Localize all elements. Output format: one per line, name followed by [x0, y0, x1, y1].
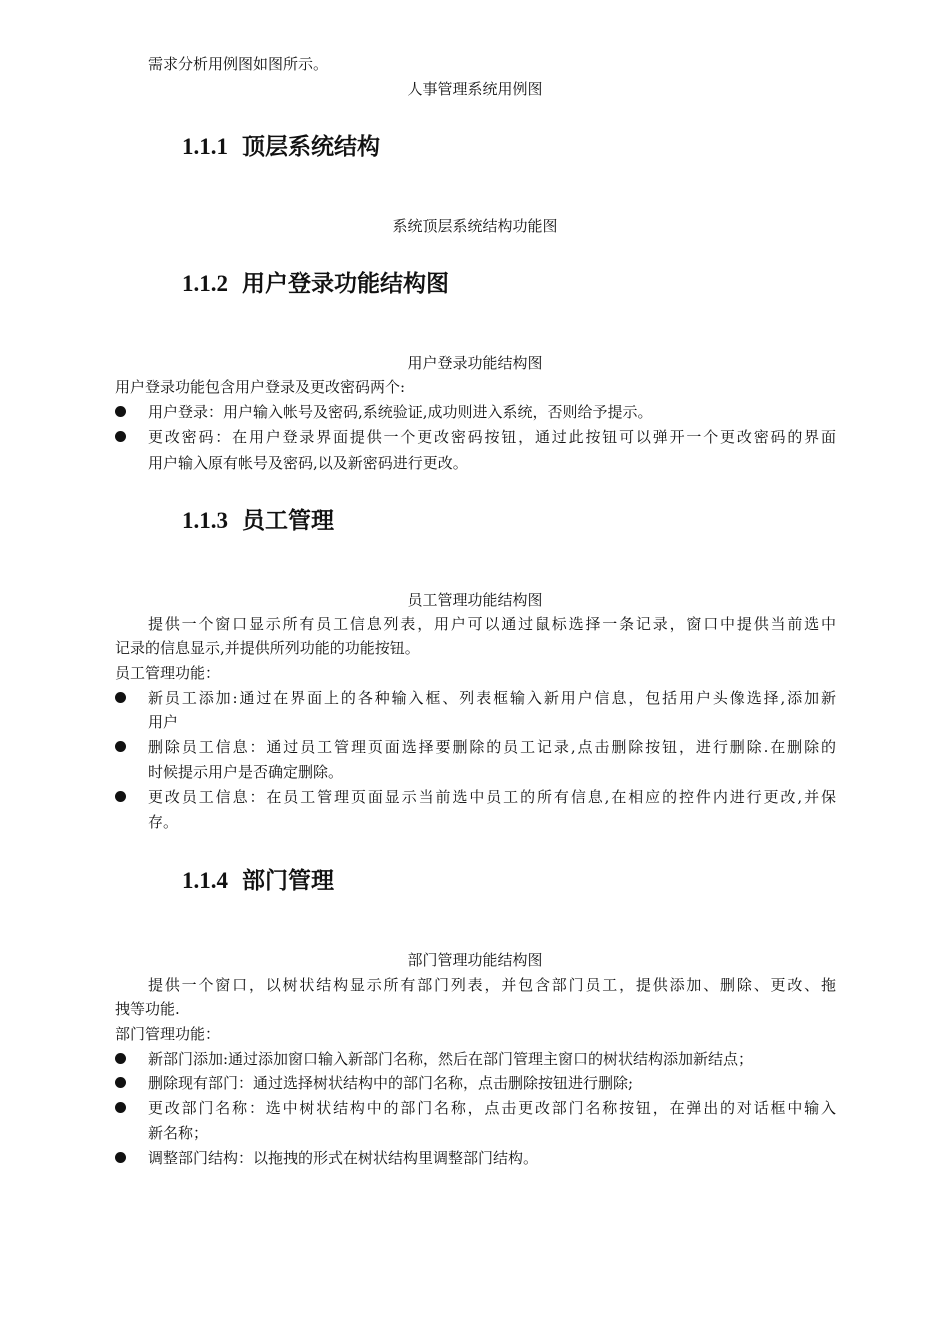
heading-title: 员工管理	[242, 507, 334, 534]
caption-employee: 员工管理功能结构图	[407, 591, 543, 609]
bullet-dot	[115, 741, 126, 752]
department-bullet-3: 更改部门名称：选中树状结构中的部门名称，点击更改部门名称按钮，在弹出的对话框中输入	[148, 1099, 836, 1117]
caption-department: 部门管理功能结构图	[407, 951, 543, 969]
heading-1-1-1	[182, 131, 380, 163]
caption-login: 用户登录功能结构图	[407, 354, 543, 372]
login-bullet-2: 更改密码：在用户登录界面提供一个更改密码按钮，通过此按钮可以弹开一个更改密码的界面	[148, 428, 836, 446]
bullet-dot	[115, 1102, 126, 1113]
bullet-dot	[115, 791, 126, 802]
bullet-dot	[115, 1077, 126, 1088]
department-list-label: 部门管理功能：	[115, 1025, 221, 1043]
bullet-dot	[115, 1053, 126, 1064]
heading-1-1-2	[182, 268, 449, 300]
heading-number: 1.1.1	[182, 134, 228, 159]
employee-bullet-2: 删除员工信息：通过员工管理页面选择要删除的员工记录,点击删除按钮，进行删除.在删除的	[148, 738, 836, 756]
intro-line: 需求分析用例图如图所示。	[148, 55, 329, 73]
login-bullet-2-cont: 用户输入原有帐号及密码,以及新密码进行更改。	[148, 454, 468, 472]
employee-list-label: 员工管理功能：	[115, 664, 221, 682]
department-para-1: 提供一个窗口，以树状结构显示所有部门列表，并包含部门员工，提供添加、删除、更改、拖	[148, 976, 836, 994]
caption-use-case: 人事管理系统用例图	[407, 80, 543, 98]
department-bullet-4: 调整部门结构：以拖拽的形式在树状结构里调整部门结构。	[148, 1149, 539, 1167]
employee-bullet-1-cont: 用户	[148, 713, 179, 731]
employee-bullet-3: 更改员工信息：在员工管理页面显示当前选中员工的所有信息,在相应的控件内进行更改,并保	[148, 788, 836, 806]
heading-1-1-4	[182, 865, 334, 897]
employee-bullet-2-cont: 时候提示用户是否确定删除。	[148, 763, 344, 781]
employee-bullet-1: 新员工添加:通过在界面上的各种输入框、列表框输入新用户信息，包括用户头像选择,添加新	[148, 689, 836, 707]
heading-title: 顶层系统结构	[242, 133, 380, 160]
caption-top-level: 系统顶层系统结构功能图	[392, 217, 558, 235]
heading-title: 部门管理	[242, 867, 334, 894]
login-summary: 用户登录功能包含用户登录及更改密码两个:	[115, 378, 406, 396]
login-bullet-1: 用户登录：用户输入帐号及密码,系统验证,成功则进入系统，否则给予提示。	[148, 403, 653, 421]
heading-title: 用户登录功能结构图	[242, 270, 449, 297]
department-bullet-3-cont: 新名称；	[148, 1124, 209, 1142]
bullet-dot	[115, 692, 126, 703]
employee-para-2: 记录的信息显示,并提供所列功能的功能按钮。	[115, 639, 420, 657]
employee-para-1: 提供一个窗口显示所有员工信息列表，用户可以通过鼠标选择一条记录，窗口中提供当前选中	[148, 615, 836, 633]
heading-number: 1.1.3	[182, 508, 228, 533]
heading-number: 1.1.4	[182, 868, 228, 893]
heading-1-1-3	[182, 505, 334, 537]
employee-bullet-3-cont: 存。	[148, 813, 179, 831]
department-bullet-2: 删除现有部门：通过选择树状结构中的部门名称，点击删除按钮进行删除;	[148, 1074, 634, 1092]
bullet-dot	[115, 1152, 126, 1163]
heading-number: 1.1.2	[182, 271, 228, 296]
department-para-2: 拽等功能.	[115, 1000, 180, 1018]
bullet-dot	[115, 431, 126, 442]
department-bullet-1: 新部门添加:通过添加窗口输入新部门名称，然后在部门管理主窗口的树状结构添加新结点；	[148, 1050, 754, 1068]
bullet-dot	[115, 406, 126, 417]
